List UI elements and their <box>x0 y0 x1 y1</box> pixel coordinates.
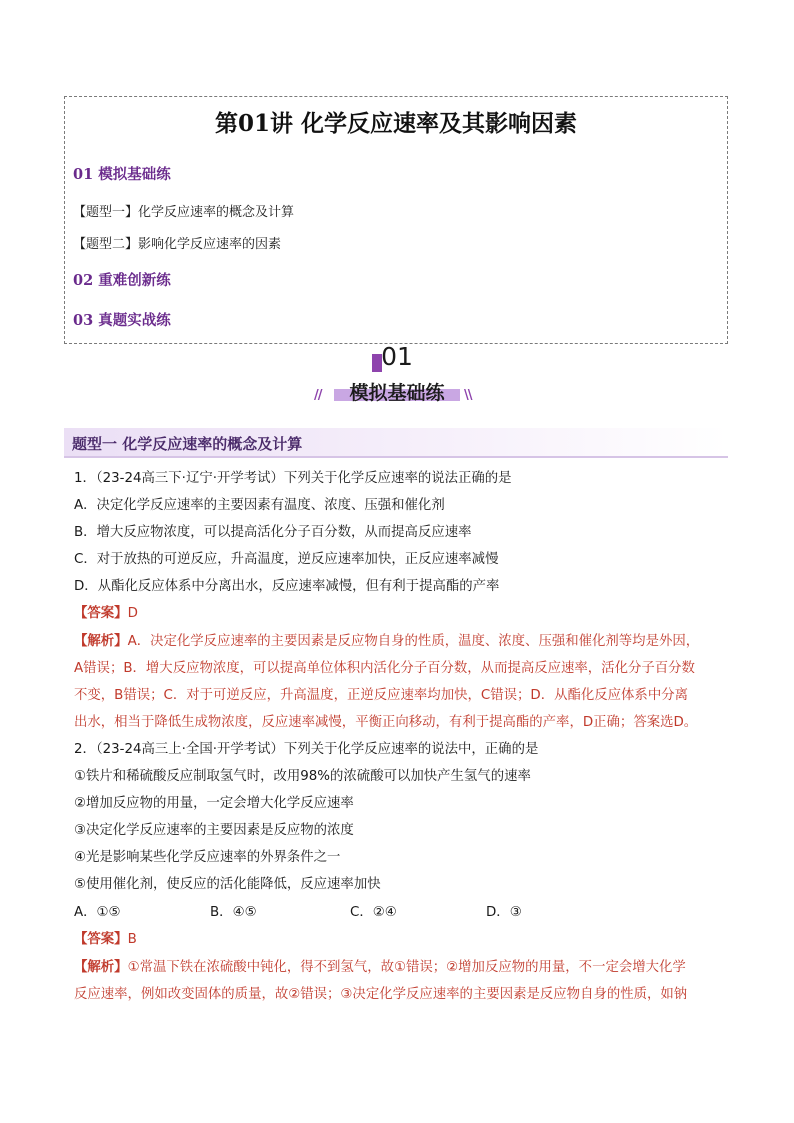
q2-option-a: A．①⑤ <box>74 905 121 920</box>
q1-answer-value: D <box>127 606 138 621</box>
q1-analysis-line-2: A错误；B．增大反应物浓度，可以提高单位体积内活化分子百分数，从而提高反应速率，活化分子百分数 <box>74 661 695 676</box>
toc-subsection-1-text: 化学反应速率的概念及计算 <box>138 205 295 220</box>
q1-option-b: B．增大反应物浓度，可以提高活化分子百分数，从而提高反应速率 <box>74 525 472 540</box>
q2-item-3: ③决定化学反应速率的主要因素是反应物的浓度 <box>74 823 354 838</box>
q2-option-b: B．④⑤ <box>210 905 257 920</box>
toc-box <box>64 96 728 344</box>
q2-item-2: ②增加反应物的用量，一定会增大化学反应速率 <box>74 796 354 811</box>
banner-title: 模拟基础练 <box>349 382 445 404</box>
q2-option-d: D．③ <box>486 905 522 920</box>
q2-item-5: ⑤使用催化剂，使反应的活化能降低，反应速率加快 <box>74 877 381 892</box>
toc-subsection-2[interactable] <box>73 233 281 252</box>
q1-option-c: C．对于放热的可逆反应，升高温度，逆反应速率加快，正反应速率减慢 <box>74 552 499 567</box>
toc-section-3[interactable]: 03 真题实战练 <box>73 312 171 329</box>
q2-answer-value: B <box>127 932 137 947</box>
q2-item-1: ①铁片和稀硫酸反应制取氢气时，改用98%的浓硫酸可以加快产生氢气的速率 <box>74 769 531 784</box>
q2-answer <box>74 930 734 950</box>
toc-section-2[interactable]: 02 重难创新练 <box>73 272 171 289</box>
q1-analysis-label: 【解析】 <box>74 634 128 649</box>
question-type-title: 题型一 化学反应速率的概念及计算 <box>72 435 303 453</box>
toc-section-1[interactable]: 01 模拟基础练 <box>73 166 171 183</box>
q1-answer <box>74 604 734 624</box>
q1-analysis-line-3: 不变，B错误；C．对于可逆反应，升高温度，正逆反应速率均加快，C错误；D．从酯化反应体系中分离 <box>74 688 688 703</box>
lecture-title: 第01讲 化学反应速率及其影响因素 <box>214 110 577 137</box>
q1-stem: 1．（23-24高三下·辽宁·开学考试）下列关于化学反应速率的说法正确的是 <box>74 471 512 486</box>
q1-option-a: A．决定化学反应速率的主要因素有温度、浓度、压强和催化剂 <box>74 498 445 513</box>
banner-left-deco: // <box>314 388 322 403</box>
q1-analysis-line-1: 【解析】A．决定化学反应速率的主要因素是反应物自身的性质，温度、浓度、压强和催化剂等均是外因， <box>74 634 700 649</box>
banner-right-deco: \\ <box>464 388 472 403</box>
q2-stem: 2．（23-24高三上·全国·开学考试）下列关于化学反应速率的说法中，正确的是 <box>74 742 539 757</box>
q2-analysis-line-1: 【解析】①常温下铁在浓硫酸中钝化，得不到氢气，故①错误；②增加反应物的用量，不一定会增大化学 <box>74 960 686 975</box>
q2-item-4: ④光是影响某些化学反应速率的外界条件之一 <box>74 850 341 865</box>
q1-analysis-line-4: 出水，相当于降低生成物浓度，反应速率减慢，平衡正向移动，有利于提高酯的产率，D正确；答案选D。 <box>74 715 698 730</box>
toc-subsection-2-text: 影响化学反应速率的因素 <box>138 237 282 252</box>
question-type-header <box>64 428 728 458</box>
q2-analysis-label: 【解析】 <box>74 960 128 975</box>
toc-subsection-2-tag: 【题型二】 <box>73 237 139 252</box>
toc-subsection-1[interactable] <box>73 201 294 220</box>
q2-option-c: C．②④ <box>350 905 397 920</box>
banner-number: 01 <box>381 342 413 371</box>
q2-answer-label: 【答案】 <box>74 932 128 947</box>
q1-option-d: D．从酯化反应体系中分离出水，反应速率减慢，但有利于提高酯的产率 <box>74 579 500 594</box>
toc-subsection-1-tag: 【题型一】 <box>73 205 139 220</box>
q1-answer-label: 【答案】 <box>74 606 128 621</box>
q2-analysis-line-2: 反应速率，例如改变固体的质量，故②错误；③决定化学反应速率的主要因素是反应物自身的性质，如钠 <box>74 987 688 1002</box>
